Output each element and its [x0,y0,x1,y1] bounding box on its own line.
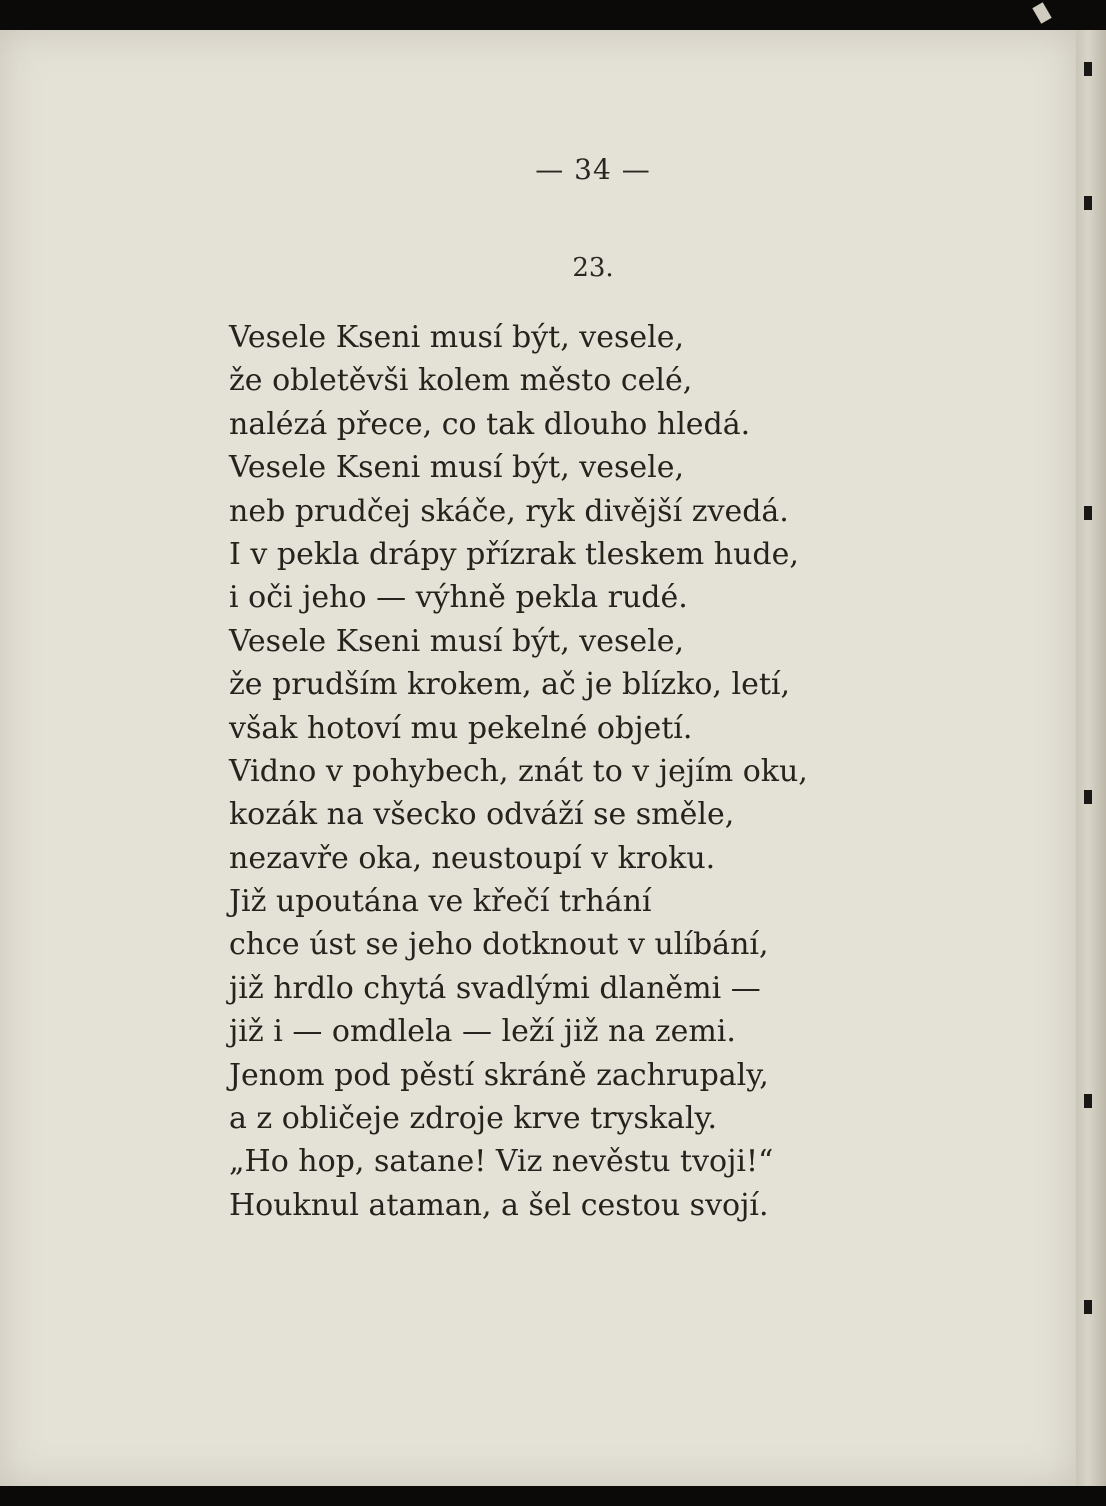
spine-stitch-mark [1084,790,1092,804]
poem-number: 23. [572,253,614,283]
poem-text [229,316,808,1227]
page-corner [1032,2,1051,24]
poem-line: Vesele Kseni musí být, vesele, [229,320,685,355]
poem-line: I v pekla drápy přízrak tleskem hude, [229,536,799,572]
spine-stitch-mark [1084,1094,1092,1108]
poem-line: nezavře oka, neustoupí v kroku. [229,840,716,876]
book-spine [1076,30,1106,1486]
poem-line: Vesele Kseni musí být, vesele, [229,623,685,659]
spine-stitch-mark [1084,1300,1092,1314]
poem-line: již hrdlo chytá svadlými dlaněmi — [229,970,761,1006]
poem-line: již i — omdlela — leží již na zemi. [229,1014,736,1050]
poem-line: že prudším krokem, ač je blízko, letí, [229,667,791,703]
poem-line: a z obličeje zdroje krve tryskaly. [229,1101,718,1137]
spine-stitch-mark [1084,506,1092,520]
poem-line: chce úst se jeho dotknout v ulíbání, [229,927,769,963]
poem-line: však hotoví mu pekelné objetí. [229,710,693,746]
poem-line: i oči jeho — výhně pekla rudé. [229,580,688,616]
poem-line: neb prudčej skáče, ryk divější zvedá. [229,493,789,529]
poem-line: kozák na všecko odváží se směle, [229,797,735,833]
poem-line: Vesele Kseni musí být, vesele, [229,450,685,486]
poem-line: Již upoutána ve křečí trhání [229,884,652,920]
poem-line: Houknul ataman, a šel cestou svojí. [229,1187,769,1223]
page-number: — 34 — [535,153,651,186]
poem-line: nalézá přece, co tak dlouho hledá. [229,406,751,442]
spine-stitch-mark [1084,196,1092,210]
spine-stitch-mark [1084,62,1092,76]
poem-line: „Ho hop, satane! Viz nevěstu tvoji!“ [229,1144,774,1180]
poem-line: Jenom pod pěstí skráně zachrupaly, [229,1057,769,1093]
poem-line: Vidno v pohybech, znát to v jejím oku, [229,753,808,789]
poem-line: že obletěvši kolem město celé, [229,363,693,399]
